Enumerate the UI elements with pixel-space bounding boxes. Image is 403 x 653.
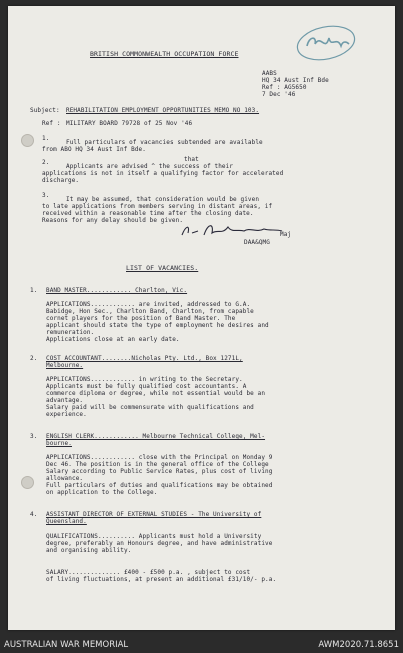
ref-line-3: Ref : AG5650	[262, 84, 307, 91]
vacancy-3-heading-cont: bourne.	[46, 440, 72, 447]
vacancy-2-line: experience.	[46, 411, 87, 418]
footer-accession-number: AWM2020.71.8651	[318, 640, 399, 650]
vacancy-4-heading: ASSISTANT DIRECTOR OF EXTERNAL STUDIES - The University of	[46, 511, 262, 518]
para-3-line: received within a reasonable time after the closing date.	[42, 210, 254, 217]
vacancy-2-heading-cont: Melbourne.	[46, 362, 84, 369]
document-page	[8, 6, 395, 630]
vacancy-2-line: Applicants must be fully qualified cost accountants. A	[46, 383, 247, 390]
vacancy-3-line: Full particulars of duties and qualifications may be obtained	[46, 482, 273, 489]
vacancy-1-line: applicant should state the type of employment he desires and	[46, 322, 269, 329]
vacancy-2-line: advantage.	[46, 397, 84, 404]
ref-text: MILITARY BOARD 79728 of 25 Nov '46	[66, 120, 193, 127]
para-3-line: It may be assumed, that consideration would be given	[66, 196, 260, 203]
vacancy-1-line: Babidge, Hon Sec., Charlton Band, Charlton, from capable	[46, 308, 254, 315]
para-1-line: Full particulars of vacancies subtended are available	[66, 139, 263, 146]
para-2-caret: that	[184, 156, 199, 163]
punch-hole	[21, 134, 34, 147]
ref-line-1: AABS	[262, 70, 277, 77]
salary-line: of living fluctuations, at present an additional £31/10/- p.a.	[46, 576, 277, 583]
vacancy-3-line: Salary according to Public Service Rates, plus cost of living	[46, 468, 273, 475]
signature-rank: Maj	[280, 231, 292, 238]
ref-line-4: 7 Dec '46	[262, 91, 296, 98]
salary-line: SALARY.............. £400 - £500 p.a. , subject to cost	[46, 569, 251, 576]
footer-source: AUSTRALIAN WAR MEMORIAL	[4, 640, 129, 650]
ref-line-2: HQ 34 Aust Inf Bde	[262, 77, 329, 84]
vacancy-3-heading: ENGLISH CLERK............ Melbourne Technical College, Mel-	[46, 433, 266, 440]
para-2-line: applications is not in itself a qualifying factor for accelerated	[42, 170, 284, 177]
doc-header: BRITISH COMMONWEALTH OCCUPATION FORCE	[90, 50, 239, 58]
para-3-line: Reasons for any delay should be given.	[42, 217, 184, 224]
ink-stamp	[295, 24, 357, 62]
vacancy-1-num: 1.	[30, 287, 38, 294]
para-3-num: 3.	[42, 192, 50, 199]
para-1-num: 1.	[42, 135, 50, 142]
vacancy-2-heading: COST ACCOUNTANT........Nicholas Pty. Ltd., Box 1271L,	[46, 355, 243, 362]
para-2-line: Applicants are advised ^ the success of their	[66, 163, 234, 170]
vacancy-3-line: APPLICATIONS............ close with the Principal on Monday 9	[46, 454, 273, 461]
vacancy-1-line: Applications close at an early date.	[46, 336, 180, 343]
vacancy-3-line: on application to the College.	[46, 489, 158, 496]
vacancy-1-line: APPLICATIONS............ are invited, addressed to G.A.	[46, 301, 251, 308]
vacancy-1-line: remuneration.	[46, 329, 95, 336]
punch-hole	[21, 476, 34, 489]
subject-label: Subject:	[30, 107, 60, 114]
signature-title: DAA&QMG	[244, 239, 270, 246]
vacancy-4-line: and organising ability.	[46, 547, 132, 554]
footer-bar	[0, 636, 403, 653]
vacancy-4-line: QUALIFICATIONS.......... Applicants must hold a University	[46, 533, 262, 540]
vacancy-4-heading-cont: Queensland.	[46, 518, 87, 525]
vacancy-4-num: 4.	[30, 511, 38, 518]
vacancy-3-num: 3.	[30, 433, 38, 440]
subject-text: REHABILITATION EMPLOYMENT OPPORTUNITIES MEMO NO 103.	[66, 107, 260, 114]
vacancy-2-line: APPLICATIONS............ in writing to the Secretary.	[46, 376, 243, 383]
para-2-line: discharge.	[42, 177, 80, 184]
para-3-line: to late applications from members serving in distant areas, if	[42, 203, 273, 210]
para-2-num: 2.	[42, 159, 50, 166]
vacancy-2-line: commerce diploma or degree, while not essential would be an	[46, 390, 266, 397]
vacancy-4-line: degree, preferably an Honours degree, and have administrative	[46, 540, 273, 547]
vacancy-2-num: 2.	[30, 355, 38, 362]
vacancy-3-line: allowance.	[46, 475, 84, 482]
ref-label: Ref :	[42, 120, 61, 127]
para-1-line: from ABO HQ 34 Aust Inf Bde.	[42, 146, 146, 153]
list-title: LIST OF VACANCIES.	[126, 264, 199, 272]
vacancy-1-line: cornet players for the position of Band Master. The	[46, 315, 236, 322]
vacancy-1-heading: BAND MASTER............ Charlton, Vic.	[46, 287, 188, 294]
vacancy-2-line: Salary paid will be commensurate with qualifications and	[46, 404, 254, 411]
vacancy-3-line: Dec 46. The position is in the general office of the College	[46, 461, 269, 468]
